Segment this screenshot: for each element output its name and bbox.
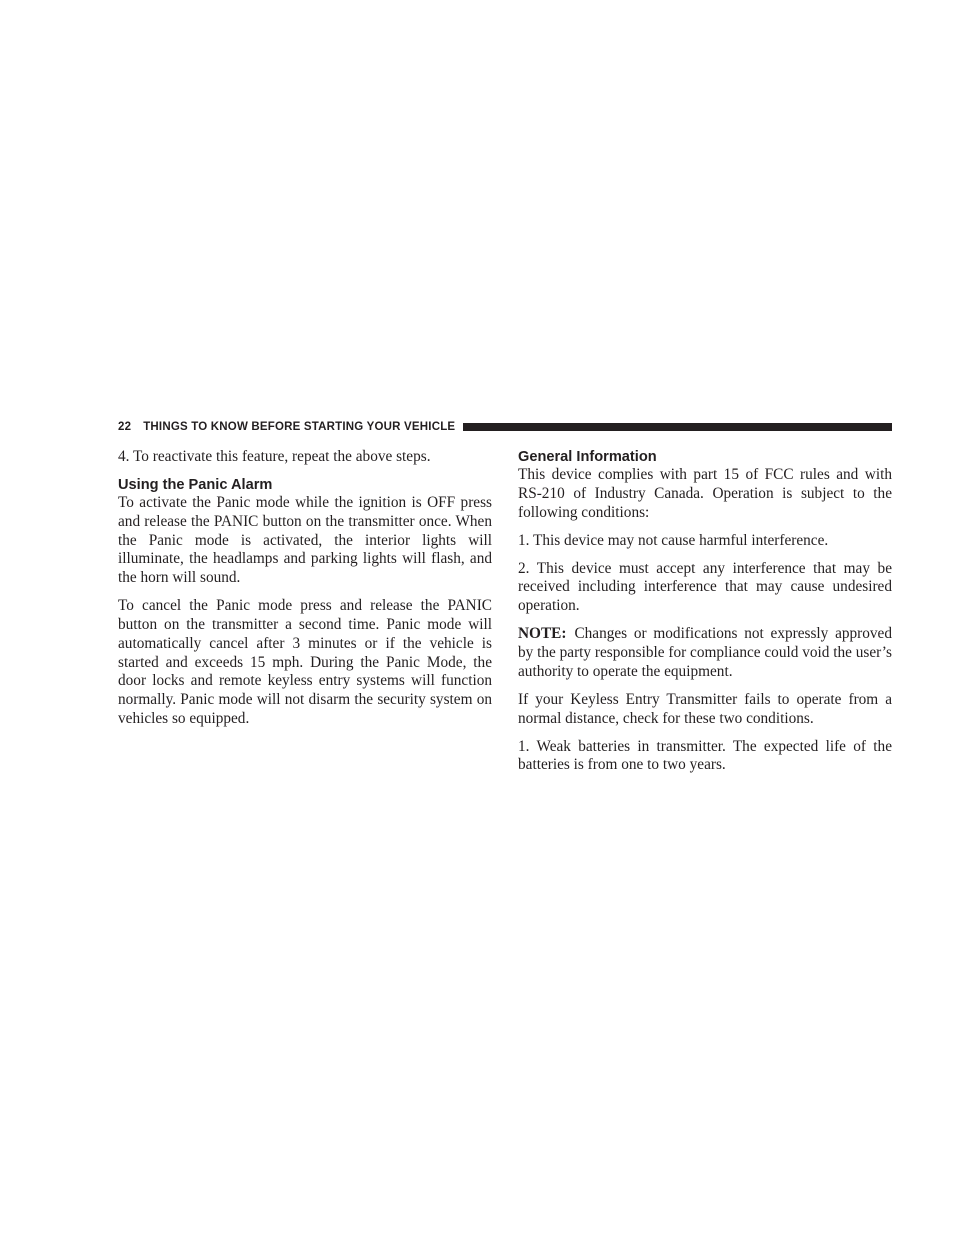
note-text: Changes or modifications not expressly approved by the party responsible for compliance could void the user’s authority to operate the equipment. — [518, 625, 892, 680]
condition-1: 1. This device may not cause harmful interference. — [518, 531, 829, 549]
weak-batteries-item: 1. Weak batteries in transmitter. The expected life of the batteries is from one to two years. — [518, 737, 892, 774]
right-column — [518, 448, 892, 784]
page-header — [118, 420, 892, 434]
header-rule — [463, 423, 892, 431]
section-title: THINGS TO KNOW BEFORE STARTING YOUR VEHICLE — [143, 421, 456, 433]
page-number: 22 — [118, 421, 132, 433]
note-label: NOTE: — [518, 625, 567, 643]
paragraph-transmitter-fails: If your Keyless Entry Transmitter fails to operate from a normal distance, check for these two conditions. — [518, 690, 892, 727]
paragraph-cancel-panic: To cancel the Panic mode press and release the PANIC button on the transmitter a second time. Panic mode will automatically cancel after 3 minutes or if the vehicle is started and exceeds 15 mph. During the Panic Mode, the door locks and remote keyless entry systems will function normally. Panic mode will not disarm the security system on vehicles so equipped. — [118, 597, 492, 727]
note-paragraph — [518, 625, 892, 681]
condition-2: 2. This device must accept any interference that may be received including interference that may cause undesired operation. — [518, 559, 892, 615]
heading-general-information: General Information — [518, 449, 657, 465]
step-4-text: 4. To reactivate this feature, repeat the above steps. — [118, 448, 431, 465]
paragraph-fcc-compliance: This device complies with part 15 of FCC rules and with RS-210 of Industry Canada. Operation is subject to the following conditions: — [518, 466, 892, 521]
heading-using-panic-alarm: Using the Panic Alarm — [118, 476, 273, 493]
paragraph-activate-panic: To activate the Panic mode while the ignition is OFF press and release the PANIC button on the transmitter once. When the Panic mode is activated, the interior lights will illuminate, the headlamps and parking lights will flash, and the horn will sound. — [118, 493, 492, 587]
left-column — [118, 448, 492, 738]
